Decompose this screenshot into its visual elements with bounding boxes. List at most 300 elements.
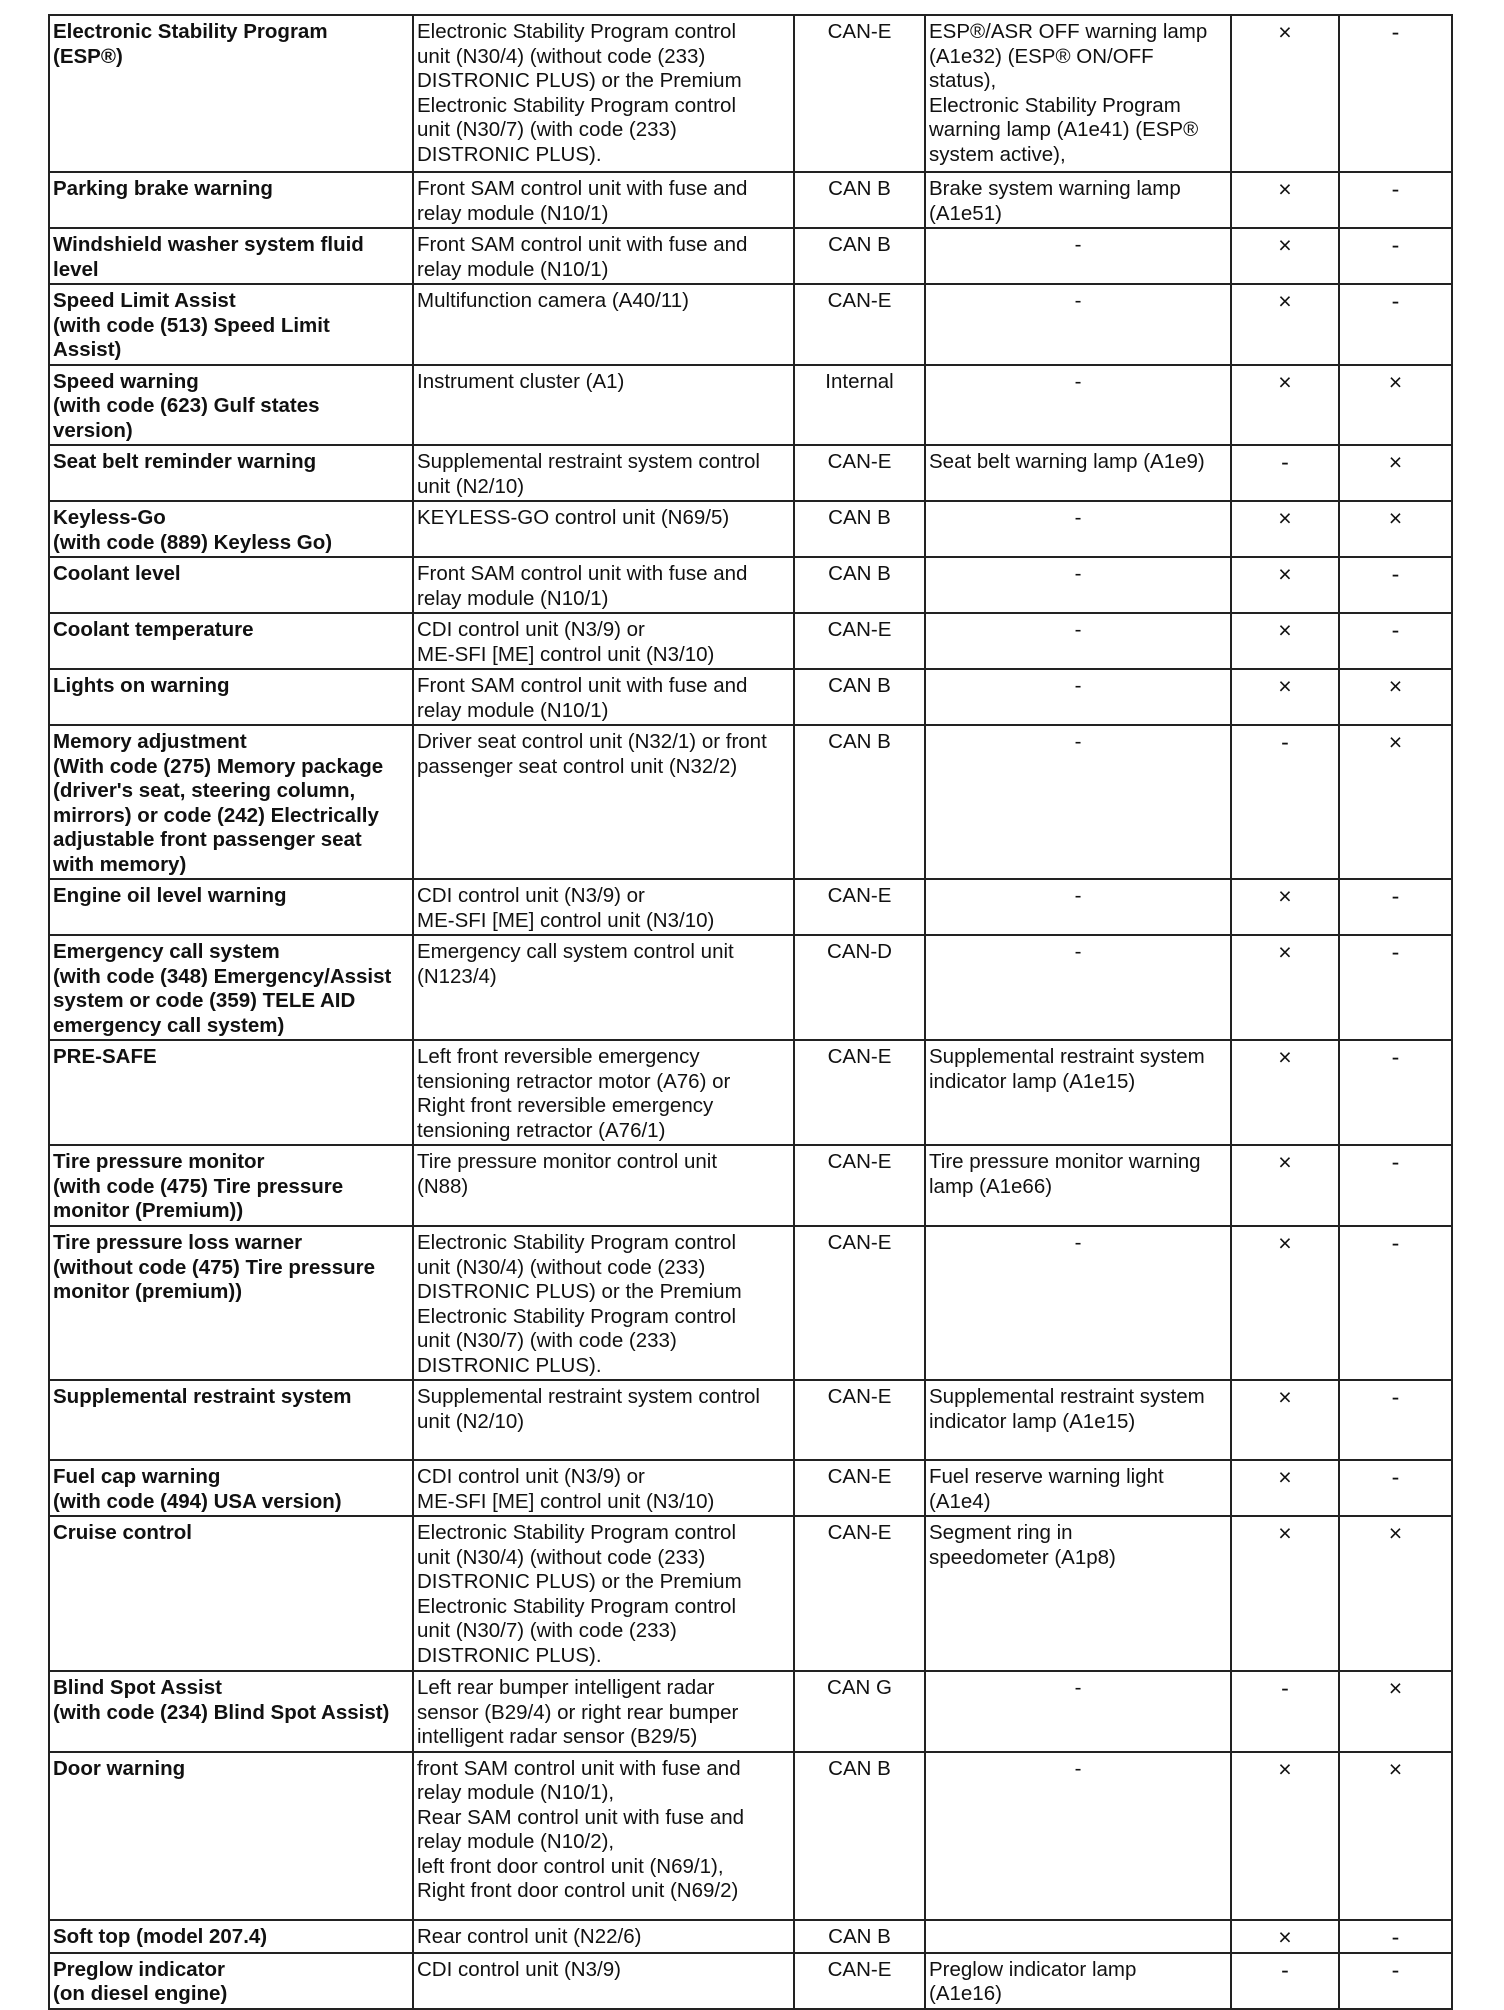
function-cell-text: Coolant level: [53, 562, 181, 585]
bus-cell-text: CAN G: [827, 1676, 892, 1699]
function-cell-text: Electronic Stability Program (ESP®): [53, 20, 328, 68]
control-unit-cell: [413, 445, 794, 501]
mark-cell-2: [1339, 445, 1452, 501]
indicator-lamp-cell: [925, 1460, 1231, 1516]
mark-cell-1: [1231, 445, 1339, 501]
function-cell: [49, 1460, 413, 1516]
function-cell-text: Emergency call system (with code (348) Emergency/Assist system or code (359) TELE AID emergency call system): [53, 940, 392, 1037]
mark-cell-2-text: ×: [1388, 673, 1403, 699]
indicator-lamp-cell: [925, 284, 1231, 365]
mark-cell-2: [1339, 228, 1452, 284]
mark-cell-2-text: -: [1391, 1956, 1400, 1983]
indicator-lamp-cell-text: Segment ring in speedometer (A1p8): [929, 1521, 1116, 1569]
control-unit-cell-text: Supplemental restraint system control unit (N2/10): [417, 1385, 760, 1433]
mark-cell-2: [1339, 172, 1452, 228]
mark-cell-1: [1231, 172, 1339, 228]
function-cell: [49, 557, 413, 613]
mark-cell-2: [1339, 1460, 1452, 1516]
indicator-lamp-cell: [925, 1920, 1231, 1953]
bus-cell: [794, 1953, 925, 2009]
indicator-lamp-cell: [925, 228, 1231, 284]
indicator-lamp-cell-text: Supplemental restraint system indicator lamp (A1e15): [929, 1045, 1205, 1093]
control-unit-cell-text: Instrument cluster (A1): [417, 369, 625, 393]
table-row: [49, 669, 1452, 725]
function-cell: [49, 1380, 413, 1460]
mark-cell-1: [1231, 935, 1339, 1040]
mark-cell-2-text: ×: [1388, 1755, 1403, 1782]
bus-cell-text: CAN-E: [827, 1465, 892, 1488]
control-unit-cell: [413, 725, 794, 879]
function-cell-text: Keyless-Go (with code (889) Keyless Go): [53, 506, 333, 554]
mark-cell-1: [1231, 557, 1339, 613]
bus-cell: [794, 725, 925, 879]
control-unit-cell-text: Driver seat control unit (N32/1) or front passenger seat control unit (N32/2): [417, 730, 767, 778]
table-row: [49, 935, 1452, 1040]
table-row: [49, 501, 1452, 557]
bus-cell: [794, 669, 925, 725]
control-unit-cell: [413, 1920, 794, 1953]
mark-cell-2-text: -: [1391, 232, 1400, 258]
function-cell: [49, 1953, 413, 2009]
mark-cell-2-text: -: [1391, 939, 1400, 965]
mark-cell-1-text: ×: [1278, 939, 1292, 965]
indicator-lamp-cell: [925, 501, 1231, 557]
bus-cell: [794, 501, 925, 557]
bus-cell-text: CAN B: [828, 730, 891, 753]
indicator-lamp-cell-text: -: [1074, 884, 1082, 907]
function-cell: [49, 879, 413, 935]
bus-cell-text: CAN B: [828, 233, 891, 256]
function-cell: [49, 501, 413, 557]
control-unit-cell: [413, 15, 794, 172]
bus-cell-text: CAN B: [828, 1756, 891, 1780]
indicator-lamp-cell-text: Brake system warning lamp (A1e51): [929, 177, 1181, 225]
table-row: [49, 1380, 1452, 1460]
bus-cell-text: CAN-E: [827, 1957, 892, 1981]
control-unit-cell-text: front SAM control unit with fuse and relay module (N10/1), Rear SAM control unit with fuse and relay module (N10/2), left front door control unit (N69/1), Right front door control unit (N69/2): [417, 1756, 745, 1902]
mark-cell-1-text: ×: [1278, 1755, 1292, 1782]
control-unit-cell: [413, 1145, 794, 1226]
mark-cell-1: [1231, 1920, 1339, 1953]
mark-cell-2-text: -: [1391, 1044, 1400, 1070]
control-unit-cell-text: Electronic Stability Program control unit (N30/4) (without code (233) DISTRONIC PLUS) or the Premium Electronic Stability Program control unit (N30/7) (with code (233) DISTRONIC PLUS).: [417, 20, 742, 166]
bus-cell-text: CAN-E: [827, 1150, 892, 1173]
function-cell: [49, 725, 413, 879]
function-cell: [49, 1040, 413, 1145]
control-unit-cell-text: Front SAM control unit with fuse and relay module (N10/1): [417, 233, 748, 281]
indicator-lamp-cell: [925, 445, 1231, 501]
signal-table: [48, 14, 1453, 2010]
function-cell-text: Lights on warning: [53, 674, 230, 697]
mark-cell-1-text: -: [1281, 729, 1289, 755]
mark-cell-1-text: ×: [1278, 1384, 1292, 1410]
table-row: [49, 1920, 1452, 1953]
control-unit-cell-text: Tire pressure monitor control unit (N88): [417, 1150, 718, 1198]
function-cell-text: Tire pressure loss warner (without code (475) Tire pressure monitor (premium)): [53, 1231, 376, 1303]
mark-cell-1: [1231, 1040, 1339, 1145]
function-cell: [49, 935, 413, 1040]
table-row: [49, 1671, 1452, 1752]
control-unit-cell-text: KEYLESS-GO control unit (N69/5): [417, 506, 730, 529]
indicator-lamp-cell: [925, 1953, 1231, 2009]
bus-cell-text: CAN-E: [827, 618, 892, 641]
bus-cell: [794, 1145, 925, 1226]
mark-cell-2-text: -: [1391, 1230, 1400, 1256]
mark-cell-2: [1339, 1226, 1452, 1380]
indicator-lamp-cell: [925, 557, 1231, 613]
indicator-lamp-cell-text: -: [1074, 940, 1082, 963]
table-row: [49, 725, 1452, 879]
table-row: [49, 365, 1452, 446]
mark-cell-1-text: ×: [1278, 673, 1292, 699]
bus-cell: [794, 284, 925, 365]
mark-cell-2: [1339, 1953, 1452, 2009]
bus-cell-text: CAN-E: [827, 884, 892, 907]
mark-cell-2: [1339, 1920, 1452, 1953]
indicator-lamp-cell: [925, 879, 1231, 935]
indicator-lamp-cell-text: Preglow indicator lamp (A1e16): [929, 1957, 1137, 2005]
bus-cell: [794, 172, 925, 228]
mark-cell-2: [1339, 501, 1452, 557]
bus-cell: [794, 1380, 925, 1460]
table-row: [49, 284, 1452, 365]
mark-cell-1: [1231, 1953, 1339, 2009]
control-unit-cell: [413, 228, 794, 284]
function-cell: [49, 613, 413, 669]
control-unit-cell: [413, 1953, 794, 2009]
mark-cell-2: [1339, 15, 1452, 172]
function-cell: [49, 284, 413, 365]
table-body: [49, 15, 1452, 2009]
mark-cell-1: [1231, 15, 1339, 172]
indicator-lamp-cell-text: -: [1074, 1231, 1082, 1254]
function-cell: [49, 669, 413, 725]
bus-cell: [794, 1671, 925, 1752]
mark-cell-2-text: -: [1391, 1384, 1400, 1410]
mark-cell-1: [1231, 1460, 1339, 1516]
control-unit-cell: [413, 935, 794, 1040]
bus-cell: [794, 228, 925, 284]
control-unit-cell: [413, 1460, 794, 1516]
mark-cell-2: [1339, 365, 1452, 446]
table-row: [49, 557, 1452, 613]
control-unit-cell: [413, 879, 794, 935]
control-unit-cell: [413, 1671, 794, 1752]
bus-cell-text: CAN-E: [827, 1521, 892, 1544]
control-unit-cell: [413, 557, 794, 613]
mark-cell-1: [1231, 669, 1339, 725]
function-cell-text: Speed warning (with code (623) Gulf states version): [53, 369, 320, 442]
indicator-lamp-cell-text: -: [1074, 618, 1082, 641]
mark-cell-1: [1231, 1671, 1339, 1752]
mark-cell-2-text: ×: [1388, 505, 1403, 531]
bus-cell-text: CAN-D: [827, 940, 892, 963]
mark-cell-1: [1231, 1380, 1339, 1460]
function-cell-text: PRE-SAFE: [53, 1045, 157, 1068]
control-unit-cell: [413, 1040, 794, 1145]
indicator-lamp-cell-text: -: [1074, 289, 1082, 312]
mark-cell-2: [1339, 1380, 1452, 1460]
table-row: [49, 879, 1452, 935]
mark-cell-2: [1339, 613, 1452, 669]
control-unit-cell: [413, 1516, 794, 1671]
bus-cell: [794, 445, 925, 501]
mark-cell-2: [1339, 1671, 1452, 1752]
mark-cell-1-text: ×: [1278, 617, 1292, 643]
mark-cell-1: [1231, 228, 1339, 284]
function-cell-text: Supplemental restraint system: [53, 1385, 352, 1408]
mark-cell-2: [1339, 935, 1452, 1040]
function-cell: [49, 365, 413, 446]
indicator-lamp-cell: [925, 15, 1231, 172]
control-unit-cell-text: Left rear bumper intelligent radar sensor (B29/4) or right rear bumper intelligent radar sensor (B29/5): [417, 1676, 739, 1748]
control-unit-cell: [413, 1226, 794, 1380]
function-cell-text: Seat belt reminder warning: [53, 450, 317, 473]
control-unit-cell: [413, 365, 794, 446]
bus-cell-text: CAN-E: [827, 20, 892, 43]
mark-cell-1-text: -: [1281, 1675, 1289, 1701]
mark-cell-2-text: ×: [1388, 729, 1403, 755]
bus-cell: [794, 15, 925, 172]
bus-cell: [794, 365, 925, 446]
control-unit-cell-text: Emergency call system control unit (N123/4): [417, 940, 734, 988]
mark-cell-1-text: ×: [1278, 883, 1292, 909]
mark-cell-2-text: ×: [1388, 368, 1403, 395]
control-unit-cell: [413, 669, 794, 725]
function-cell-text: Door warning: [53, 1756, 186, 1780]
function-cell: [49, 445, 413, 501]
function-cell-text: Parking brake warning: [53, 177, 273, 200]
indicator-lamp-cell-text: Tire pressure monitor warning lamp (A1e66): [929, 1150, 1201, 1198]
control-unit-cell: [413, 613, 794, 669]
mark-cell-2-text: ×: [1388, 1675, 1403, 1701]
function-cell-text: Tire pressure monitor (with code (475) Tire pressure monitor (Premium)): [53, 1150, 344, 1222]
function-cell-text: Fuel cap warning (with code (494) USA version): [53, 1465, 342, 1513]
table-row: [49, 1752, 1452, 1920]
mark-cell-1-text: ×: [1278, 1044, 1292, 1070]
mark-cell-1-text: ×: [1278, 1464, 1292, 1490]
mark-cell-2: [1339, 284, 1452, 365]
indicator-lamp-cell: [925, 1671, 1231, 1752]
mark-cell-2-text: -: [1391, 561, 1400, 587]
function-cell-text: Preglow indicator (on diesel engine): [53, 1957, 228, 2005]
mark-cell-1-text: ×: [1278, 19, 1292, 45]
table-row: [49, 15, 1452, 172]
bus-cell-text: CAN B: [828, 177, 891, 200]
mark-cell-1-text: ×: [1278, 176, 1292, 202]
mark-cell-1-text: ×: [1278, 1230, 1292, 1256]
mark-cell-1: [1231, 1752, 1339, 1920]
mark-cell-2: [1339, 725, 1452, 879]
function-cell-text: Blind Spot Assist (with code (234) Blind Spot Assist): [53, 1676, 390, 1724]
bus-cell-text: CAN-E: [827, 1045, 892, 1068]
mark-cell-2: [1339, 669, 1452, 725]
mark-cell-1-text: ×: [1278, 561, 1292, 587]
indicator-lamp-cell-text: -: [1074, 730, 1082, 753]
function-cell: [49, 1226, 413, 1380]
mark-cell-1-text: ×: [1278, 1923, 1292, 1950]
control-unit-cell: [413, 284, 794, 365]
control-unit-cell-text: Front SAM control unit with fuse and relay module (N10/1): [417, 562, 748, 610]
bus-cell: [794, 1752, 925, 1920]
function-cell: [49, 1752, 413, 1920]
function-cell-text: Windshield washer system fluid level: [53, 233, 364, 281]
indicator-lamp-cell: [925, 1516, 1231, 1671]
mark-cell-2: [1339, 1516, 1452, 1671]
indicator-lamp-cell: [925, 725, 1231, 879]
bus-cell-text: CAN B: [828, 562, 891, 585]
table-row: [49, 613, 1452, 669]
mark-cell-2-text: -: [1391, 176, 1400, 202]
mark-cell-1: [1231, 1145, 1339, 1226]
bus-cell: [794, 613, 925, 669]
indicator-lamp-cell-text: -: [1074, 562, 1082, 585]
mark-cell-1: [1231, 879, 1339, 935]
bus-cell: [794, 1516, 925, 1671]
mark-cell-1: [1231, 1516, 1339, 1671]
function-cell-text: Speed Limit Assist (with code (513) Speed Limit Assist): [53, 289, 330, 361]
mark-cell-2-text: -: [1391, 1464, 1400, 1490]
table-row: [49, 1460, 1452, 1516]
function-cell-text: Soft top (model 207.4): [53, 1924, 268, 1948]
function-cell-text: Cruise control: [53, 1521, 192, 1544]
function-cell: [49, 1671, 413, 1752]
indicator-lamp-cell-text: -: [1074, 369, 1082, 393]
mark-cell-2-text: -: [1391, 1923, 1400, 1950]
bus-cell: [794, 1460, 925, 1516]
bus-cell-text: CAN-E: [827, 450, 892, 473]
control-unit-cell-text: CDI control unit (N3/9) or ME-SFI [ME] control unit (N3/10): [417, 1465, 715, 1513]
control-unit-cell-text: Front SAM control unit with fuse and relay module (N10/1): [417, 674, 748, 722]
bus-cell-text: CAN-E: [827, 289, 892, 312]
control-unit-cell: [413, 172, 794, 228]
function-cell: [49, 1920, 413, 1953]
indicator-lamp-cell-text: ESP®/ASR OFF warning lamp (A1e32) (ESP® ON/OFF status), Electronic Stability Program warning lamp (A1e41) (ESP® system active),: [929, 20, 1208, 166]
mark-cell-2-text: -: [1391, 19, 1400, 45]
function-cell: [49, 1145, 413, 1226]
bus-cell: [794, 879, 925, 935]
control-unit-cell-text: CDI control unit (N3/9) or ME-SFI [ME] control unit (N3/10): [417, 884, 715, 932]
indicator-lamp-cell: [925, 1226, 1231, 1380]
bus-cell-text: CAN-E: [827, 1385, 892, 1408]
control-unit-cell-text: Electronic Stability Program control unit (N30/4) (without code (233) DISTRONIC PLUS) or the Premium Electronic Stability Program control unit (N30/7) (with code (233) DISTRONIC PLUS).: [417, 1231, 742, 1377]
table-row: [49, 1516, 1452, 1671]
mark-cell-2-text: -: [1391, 288, 1400, 314]
indicator-lamp-cell-text: -: [1074, 1756, 1082, 1780]
bus-cell-text: CAN B: [828, 1924, 891, 1948]
indicator-lamp-cell: [925, 172, 1231, 228]
bus-cell-text: Internal: [825, 369, 894, 393]
mark-cell-2: [1339, 1752, 1452, 1920]
mark-cell-1: [1231, 365, 1339, 446]
control-unit-cell-text: Electronic Stability Program control unit (N30/4) (without code (233) DISTRONIC PLUS) or the Premium Electronic Stability Program control unit (N30/7) (with code (233) DISTRONIC PLUS).: [417, 1521, 742, 1667]
control-unit-cell: [413, 1752, 794, 1920]
indicator-lamp-cell: [925, 669, 1231, 725]
mark-cell-1: [1231, 284, 1339, 365]
function-cell: [49, 172, 413, 228]
control-unit-cell: [413, 501, 794, 557]
function-cell: [49, 1516, 413, 1671]
control-unit-cell-text: CDI control unit (N3/9): [417, 1957, 621, 1981]
table-row: [49, 445, 1452, 501]
control-unit-cell-text: Multifunction camera (A40/11): [417, 289, 689, 312]
control-unit-cell-text: Supplemental restraint system control unit (N2/10): [417, 450, 760, 498]
mark-cell-2-text: -: [1391, 1149, 1400, 1175]
mark-cell-1-text: -: [1281, 1956, 1289, 1983]
table-row: [49, 228, 1452, 284]
bus-cell: [794, 557, 925, 613]
table-row: [49, 1953, 1452, 2009]
mark-cell-1-text: -: [1281, 449, 1289, 475]
function-cell: [49, 15, 413, 172]
bus-cell: [794, 1226, 925, 1380]
bus-cell: [794, 1920, 925, 1953]
mark-cell-2-text: ×: [1388, 1520, 1403, 1546]
mark-cell-1-text: ×: [1278, 1149, 1292, 1175]
control-unit-cell-text: Front SAM control unit with fuse and relay module (N10/1): [417, 177, 748, 225]
function-cell: [49, 228, 413, 284]
mark-cell-1: [1231, 1226, 1339, 1380]
table-row: [49, 172, 1452, 228]
mark-cell-2-text: ×: [1388, 449, 1403, 475]
mark-cell-2: [1339, 1040, 1452, 1145]
indicator-lamp-cell: [925, 1380, 1231, 1460]
bus-cell: [794, 935, 925, 1040]
control-unit-cell: [413, 1380, 794, 1460]
bus-cell: [794, 1040, 925, 1145]
mark-cell-2: [1339, 557, 1452, 613]
mark-cell-1-text: ×: [1278, 1520, 1292, 1546]
bus-cell-text: CAN B: [828, 506, 891, 529]
mark-cell-2-text: -: [1391, 883, 1400, 909]
indicator-lamp-cell: [925, 1145, 1231, 1226]
table-row: [49, 1040, 1452, 1145]
indicator-lamp-cell: [925, 365, 1231, 446]
mark-cell-1: [1231, 613, 1339, 669]
indicator-lamp-cell-text: -: [1074, 233, 1082, 256]
function-cell-text: Coolant temperature: [53, 618, 254, 641]
indicator-lamp-cell-text: -: [1074, 1676, 1082, 1699]
control-unit-cell-text: Rear control unit (N22/6): [417, 1924, 642, 1948]
indicator-lamp-cell: [925, 1040, 1231, 1145]
bus-cell-text: CAN-E: [827, 1231, 892, 1254]
indicator-lamp-cell-text: Fuel reserve warning light (A1e4): [929, 1465, 1164, 1513]
control-unit-cell-text: Left front reversible emergency tensioning retractor motor (A76) or Right front reversible emergency tensioning retractor (A76/1): [417, 1045, 731, 1142]
table-row: [49, 1226, 1452, 1380]
indicator-lamp-cell-text: Supplemental restraint system indicator lamp (A1e15): [929, 1385, 1205, 1433]
mark-cell-1: [1231, 501, 1339, 557]
mark-cell-1-text: ×: [1278, 368, 1292, 395]
control-unit-cell-text: CDI control unit (N3/9) or ME-SFI [ME] control unit (N3/10): [417, 618, 715, 666]
function-cell-text: Engine oil level warning: [53, 884, 287, 907]
function-cell-text: Memory adjustment (With code (275) Memory package (driver's seat, steering column, mirrors) or code (242) Electrically adjustable front passenger seat with memory): [53, 730, 384, 876]
indicator-lamp-cell-text: -: [1074, 674, 1082, 697]
mark-cell-1-text: ×: [1278, 288, 1292, 314]
indicator-lamp-cell-text: -: [1074, 506, 1082, 529]
indicator-lamp-cell: [925, 1752, 1231, 1920]
indicator-lamp-cell: [925, 935, 1231, 1040]
mark-cell-1-text: ×: [1278, 505, 1292, 531]
indicator-lamp-cell-text: Seat belt warning lamp (A1e9): [929, 450, 1205, 473]
mark-cell-2-text: -: [1391, 617, 1400, 643]
mark-cell-1-text: ×: [1278, 232, 1292, 258]
indicator-lamp-cell: [925, 613, 1231, 669]
table-row: [49, 1145, 1452, 1226]
mark-cell-2: [1339, 1145, 1452, 1226]
bus-cell-text: CAN B: [828, 674, 891, 697]
mark-cell-2: [1339, 879, 1452, 935]
mark-cell-1: [1231, 725, 1339, 879]
